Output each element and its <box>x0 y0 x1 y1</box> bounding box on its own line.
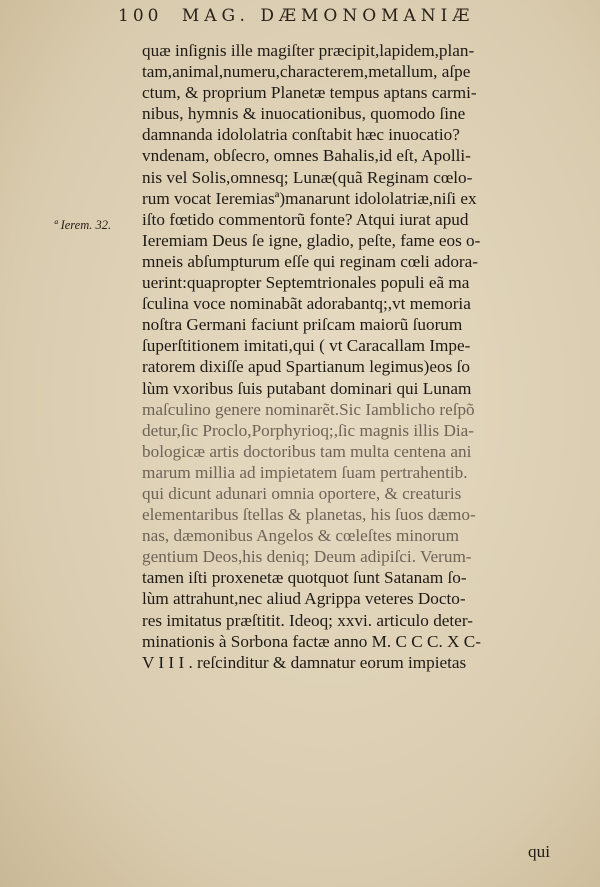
text-line: marum millia ad impietatem ſuam pertrahentib. <box>142 462 468 482</box>
margin-note: ª Ierem. 32. <box>54 218 112 232</box>
text-line: mneis abſumpturum eſſe qui reginam cœli adora- <box>142 251 479 271</box>
text-line: qui dicunt adunari omnia oportere, & creaturis <box>142 483 462 503</box>
text-line: elementaribus ſtellas & planetas, his ſuos dæmo- <box>142 505 476 525</box>
text-line: rum vocat Ieremiasª)manarunt idololatriæ,niſi ex <box>142 188 477 208</box>
text-line: ratorem dixiſſe apud Spartianum legimus)eos ſo <box>142 357 470 377</box>
text-line: Ieremiam Deus ſe igne, gladio, peſte, fame eos o- <box>142 230 481 250</box>
text-line: V I I I . reſcinditur & damnatur eorum impietas <box>142 652 467 672</box>
running-title: MAG. DÆMONOMANIÆ <box>181 6 475 26</box>
text-line: damnanda idololatria conſtabit hæc inuocatio? <box>142 125 460 145</box>
text-line: nibus, hymnis & inuocationibus, quomodo ſine <box>142 104 466 124</box>
text-line: quæ inſignis ille magiſter præcipit,lapidem,plan- <box>142 41 475 60</box>
text-line: vndenam, obſecro, omnes Bahalis,id eſt, Apolli- <box>142 146 471 166</box>
text-line: bologicæ artis doctoribus tam multa centena ani <box>142 441 472 461</box>
text-line: nas, dæmonibus Angelos & cœleſtes minorum <box>142 526 459 546</box>
text-line: res imitatus præſtitit. Ideoq; xxvi. articulo deter- <box>142 610 473 630</box>
text-line: ſuperſtitionem imitati,qui ( vt Caracallam Impe- <box>142 336 471 356</box>
text-line: uerint:quapropter Septemtrionales populi eã ma <box>142 273 470 293</box>
page-header <box>118 6 558 26</box>
text-line: minationis à Sorbona factæ anno M. C C C. X C- <box>142 631 481 651</box>
text-line: lùm attrahunt,nec aliud Agrippa veteres Docto- <box>142 589 466 609</box>
text-line: tamen iſti proxenetæ quotquot ſunt Satanam ſo- <box>142 568 467 588</box>
text-line: detur,ſic Proclo,Porphyrioq;,ſic magnis illis Dia- <box>142 420 475 440</box>
text-line: ſculina voce nominabãt adorabantq;,vt memoria <box>142 294 471 314</box>
text-line: maſculino genere nominarẽt.Sic Iamblicho reſpõ <box>142 399 475 419</box>
text-line: gentium Deos,his deniq; Deum adipiſci. Verum- <box>142 547 472 567</box>
body-text <box>142 40 572 673</box>
page-number: 100 <box>118 6 163 26</box>
text-line: lùm vxoribus ſuis putabant dominari qui Lunam <box>142 378 472 398</box>
catchword: qui <box>528 842 550 861</box>
text-line: iſto fœtido commentorũ fonte? Atqui iurat apud <box>142 209 469 229</box>
text-line: ctum, & proprium Planetæ tempus aptans carmi- <box>142 83 477 103</box>
text-line: tam,animal,numeru,characterem,metallum, aſpe <box>142 62 471 82</box>
text-line: noſtra Germani faciunt priſcam maiorũ ſuorum <box>142 315 463 335</box>
text-line: nis vel Solis,omnesq; Lunæ(quã Reginam cœlo- <box>142 167 473 187</box>
